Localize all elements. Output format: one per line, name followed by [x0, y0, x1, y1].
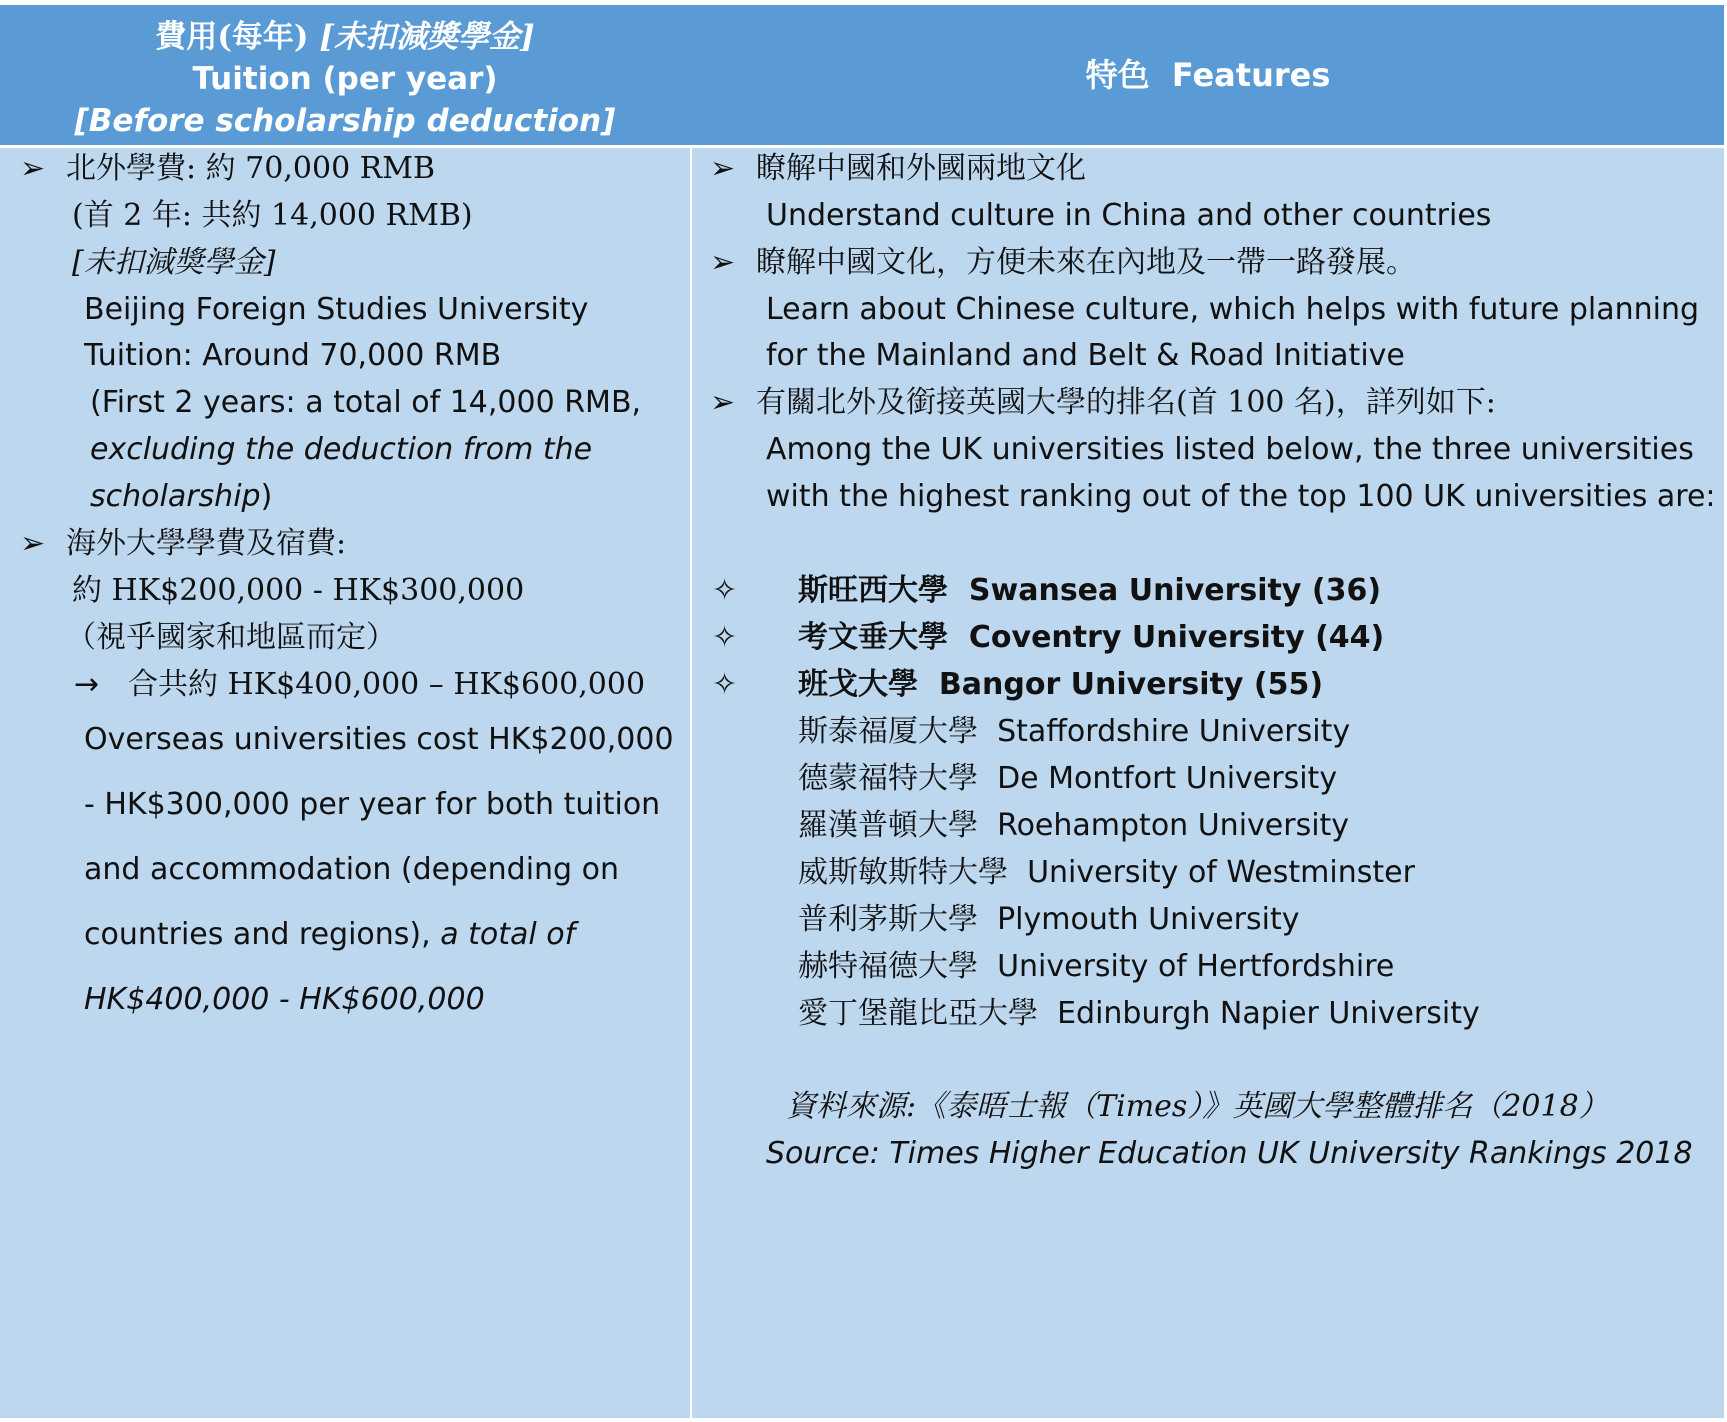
- bfsu-excluding-en: excluding the deduction from the: [90, 432, 593, 467]
- university-item: 威斯敏斯特大學 University of Westminster: [798, 855, 1415, 890]
- bfsu-first-two-en: (First 2 years: a total of 14,000 RMB,: [90, 385, 642, 420]
- overseas-range: 約 HK$200,000 - HK$300,000: [72, 573, 525, 608]
- tuition-features-table: [0, 5, 1724, 1418]
- table-header-row: [0, 5, 1724, 145]
- feature-2-zh: 瞭解中國文化，方便未來在內地及一帶一路發展。: [756, 245, 1416, 280]
- header-features-en: Features: [1171, 56, 1331, 94]
- overseas-total: 合共約 HK$400,000 – HK$600,000: [128, 667, 646, 702]
- header-cell-tuition: [0, 5, 690, 145]
- feature-3-en-1: Among the UK universities listed below, the three universities: [766, 432, 1694, 467]
- overseas-en-5: HK$400,000 - HK$600,000: [84, 982, 485, 1017]
- overseas-en-1: Overseas universities cost HK$200,000: [84, 722, 674, 757]
- feature-3-zh: 有關北外及銜接英國大學的排名(首 100 名)，詳列如下:: [756, 385, 1496, 420]
- arrow-bullet-icon: ➢: [710, 151, 736, 186]
- university-item: 德蒙福特大學 De Montfort University: [798, 761, 1338, 796]
- header-tuition-zh: 費用(每年) [未扣減獎學金]: [155, 19, 535, 55]
- source-en: Source: Times Higher Education UK University Rankings 2018: [766, 1136, 1693, 1171]
- arrow-bullet-icon: ➢: [710, 385, 736, 420]
- overseas-en-3: and accommodation (depending on: [84, 852, 619, 887]
- top-university-1: 斯旺西大學 Swansea University (36): [798, 573, 1382, 608]
- star-bullet-icon: ✧: [712, 573, 738, 608]
- star-bullet-icon: ✧: [712, 667, 738, 702]
- feature-1-zh: 瞭解中國和外國兩地文化: [756, 151, 1086, 186]
- overseas-depends: （視乎國家和地區而定）: [66, 620, 396, 655]
- university-item: 赫特福德大學 University of Hertfordshire: [798, 949, 1395, 984]
- university-item: 愛丁堡龍比亞大學 Edinburgh Napier University: [798, 996, 1480, 1031]
- university-item: 普利茅斯大學 Plymouth University: [798, 902, 1300, 937]
- right-arrow-icon: →: [74, 667, 100, 702]
- arrow-bullet-icon: ➢: [20, 526, 46, 561]
- overseas-en-4: countries and regions), a total of: [84, 917, 576, 952]
- tuition-cell: [0, 148, 690, 1418]
- top-university-2: 考文垂大學 Coventry University (44): [798, 620, 1385, 655]
- feature-3-en-2: with the highest ranking out of the top 100 UK universities are:: [766, 479, 1716, 514]
- top-university-3: 班戈大學 Bangor University (55): [798, 667, 1324, 702]
- header-cell-features: [692, 5, 1724, 145]
- star-bullet-icon: ✧: [712, 620, 738, 655]
- source-zh: 資料來源:《泰晤士報（Times）》英國大學整體排名（2018）: [786, 1089, 1609, 1124]
- bfsu-tuition-en: Tuition: Around 70,000 RMB: [84, 338, 502, 373]
- bfsu-scholarship-en: scholarship): [90, 479, 273, 514]
- feature-1-en: Understand culture in China and other countries: [766, 198, 1492, 233]
- header-tuition-en: Tuition (per year): [192, 61, 498, 97]
- bfsu-first-two-years: (首 2 年: 共約 14,000 RMB): [72, 198, 473, 233]
- feature-2-en-1: Learn about Chinese culture, which helps with future planning: [766, 292, 1700, 327]
- header-features-zh: 特色: [1085, 56, 1150, 94]
- university-item: 斯泰福厦大學 Staffordshire University: [798, 714, 1351, 749]
- header-tuition-note: [Before scholarship deduction]: [74, 103, 616, 139]
- arrow-bullet-icon: ➢: [710, 245, 736, 280]
- bfsu-excl-scholarship-zh: [未扣減獎學金]: [72, 245, 276, 280]
- feature-2-en-2: for the Mainland and Belt & Road Initiative: [766, 338, 1405, 373]
- features-cell: [692, 148, 1724, 1418]
- overseas-heading: 海外大學學費及宿費:: [66, 526, 347, 561]
- university-item: 羅漢普頓大學 Roehampton University: [798, 808, 1350, 843]
- overseas-en-2: - HK$300,000 per year for both tuition: [84, 787, 661, 822]
- bfsu-name-en: Beijing Foreign Studies University: [84, 292, 589, 327]
- arrow-bullet-icon: ➢: [20, 151, 46, 186]
- bfsu-tuition-heading: 北外學費: 約 70,000 RMB: [66, 151, 436, 186]
